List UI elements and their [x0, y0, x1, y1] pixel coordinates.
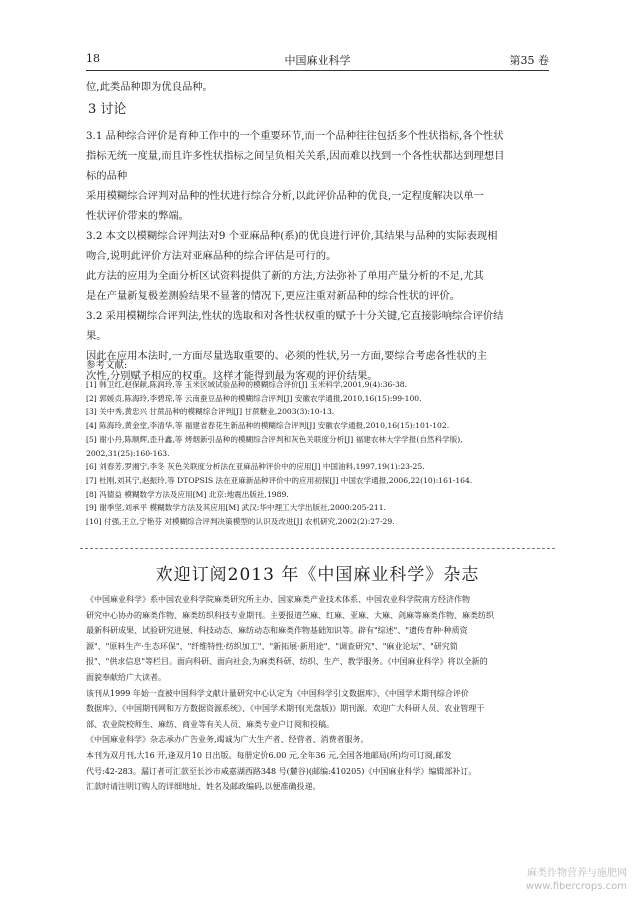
subscription-text [86, 592, 560, 795]
discussion-line: 因此在应用本法时,一方面尽量选取重要的、必须的性状,另一方面,要综合考虑各性状的主 [86, 350, 488, 362]
header-rule [86, 70, 549, 71]
reference-item: [4] 陈海玲,黄金堂,李清华,等 福建省春花生新品种的模糊综合评判[J] 安徽农学通报,2010,16(15):101-102. [86, 421, 450, 431]
reference-item: 2002,31(25):160-163. [86, 448, 170, 458]
discussion-line: 性状评价带来的弊端。 [86, 210, 189, 222]
subscription-line: 面貌奉献给广大读者。 [86, 672, 166, 682]
reference-item: [8] 冯德益 模糊数学方法及应用[M] 北京:地震出版社,1989. [86, 489, 289, 499]
discussion-line: 标的品种 [86, 170, 128, 182]
subscription-line: 部、农业院校师生、麻纺、商业等有关人员、麻类专业户订阅和投稿。 [86, 719, 334, 729]
page-number: 18 [86, 52, 100, 65]
reference-item: [9] 谢季坚,刘承平 模糊数学方法及其应用[M] 武汉:华中理工大学出版社,2000:205-211. [86, 503, 386, 513]
subscription-line: 汇款时请注明订购人的详细地址、姓名及邮政编码,以便准确投递。 [86, 782, 321, 792]
references-title: 参考文献: [86, 360, 128, 371]
subscription-line: 源"、"原料生产·生态环保"、"纤维特性·纺织加工"、"新拓展·新用途"、"调查研究"、"麻业论坛"、"研究简 [86, 641, 458, 651]
subscription-line: 该刊从1999 年始一直被中国科学文献计量研究中心认定为《中国科学引文数据库》、《中国学术期刊综合评价 [86, 688, 469, 698]
reference-item: [3] 关中秀,黄忠兴 甘蔗品种的模糊综合评判[J] 甘蔗糖业,2003(3):10-13. [86, 407, 335, 417]
discussion-line: 指标无统一度量,而且许多性状指标之间呈负相关关系,因而难以找到一个各性状都达到理想目 [86, 150, 505, 162]
watermark [526, 867, 627, 893]
reference-item: [2] 郭媛贞,陈海玲,李碧琼,等 云南蚕豆品种的模糊综合评判[J] 安徽农学通报,2010,16(15):99-100. [86, 393, 422, 403]
discussion-line: 吻合,说明此评价方法对亚麻品种的综合评估是可行的。 [86, 250, 337, 262]
subscription-line: 数据库》、《中国期刊网和万方数据资源系统》、《中国学术期刊(光盘版)》期刊源。欢迎广大科研人员、农业管理干 [86, 704, 485, 714]
subscription-title: 欢迎订阅2013 年《中国麻业科学》杂志 [155, 565, 480, 585]
reference-item: [10] 付强,王立,宁艳芬 对模糊综合评判决策模型的认识及改进[J] 农机研究,2002(2):27-29. [86, 517, 395, 527]
subscription-line: 本刊为双月刊,大16 开,逢双月10 日出版。每册定价6.00 元,全年36 元,全国各地邮局(所)均可订阅,邮发 [86, 750, 452, 760]
journal-title: 中国麻业科学 [284, 54, 351, 67]
discussion-line: 3.2 采用模糊综合评判法,性状的选取和对各性状权重的赋予十分关键,它直接影响综合评价结 [86, 310, 504, 322]
section-divider [80, 548, 555, 549]
reference-item: [5] 谢小丹,陈顺辉,歪升鑫,等 烤烟新引品种的模糊综合评判和灰色关联度分析[J] 福建农林大学学报(自然科学版), [86, 434, 463, 444]
discussion-text [86, 126, 560, 386]
discussion-line: 3.1 品种综合评价是育种工作中的一个重要环节,而一个品种往往包括多个性状指标,各个性状 [86, 130, 504, 142]
discussion-line: 次性,分别赋予相应的权重。这样才能得到最为客观的评价结果。 [86, 370, 378, 382]
reference-item: [1] 韩卫红,赵保献,陈润玲,等 玉米区域试验品种的模糊综合评价[J] 玉米科学,2001,9(4):36-38. [86, 380, 408, 389]
subscription-line: 《中国麻业科学》杂志承办广告业务,竭诚为广大生产者、经营者、消费者服务。 [86, 735, 369, 745]
discussion-line: 此方法的应用为全面分析区试资料提供了新的方法,方法弥补了单用产量分析的不足,尤其 [86, 270, 484, 282]
intro-line: 位,此类品种即为优良品种。 [86, 81, 213, 93]
discussion-line: 是在产量新复极差测验结果不显著的情况下,更应注重对新品种的综合性状的评价。 [86, 290, 460, 302]
reference-item: [7] 杜刚,刘其宁,赵振玲,等 DTOPSIS 法在亚麻新品种评价中的应用初探[J] 中国农学通报,2006,22(10):161-164. [86, 475, 473, 485]
reference-item: [6] 刘春芳,罗湘宁,李冬 灰色关联度分析法在亚麻品种评价中的应用[J] 中国油料,1997,19(1):23-25. [86, 462, 425, 472]
discussion-line: 果。 [86, 330, 107, 342]
watermark-url: www.fibercrops.com [525, 881, 627, 892]
discussion-line: 采用模糊综合评判对品种的性状进行综合分析,以此评价品种的优良,一定程度解决以单一 [86, 190, 484, 202]
section-heading: 3 讨论 [88, 102, 127, 117]
references-list [86, 378, 560, 529]
subscription-line: 《中国麻业科学》系中国农业科学院麻类研究所主办、国家麻类产业技术体系、中国农业科学院南方经济作物 [86, 595, 470, 604]
page-header [86, 50, 549, 70]
subscription-line: 代号:42-283。漏订者可汇款至长沙市咸嘉湖西路348 号(麓谷)(邮编:410205)《中国麻业科学》编辑部补订。 [86, 766, 477, 776]
watermark-name: 麻类作物营养与施肥网 [527, 868, 627, 879]
volume-label: 第35 卷 [509, 54, 549, 67]
discussion-line: 3.2 本文以模糊综合评判法对9 个亚麻品种(系)的优良进行评价,其结果与品种的实际表现相 [86, 230, 498, 242]
subscription-line: 研究中心协办的麻类作物、麻类纺织科技专业期刊。主要报道苎麻、红麻、亚麻、大麻、剑麻等麻类作物、麻类纺织 [86, 610, 494, 620]
subscription-line: 最新科研成果、试验研究进展、科技动态、麻纺动态和麻类作物基础知识等。辟有"综述"、"遗传育种·种质资 [86, 626, 468, 636]
subscription-line: 报"、"供求信息"等栏目。面向科研、面向社会,为麻类科研、纺织、生产、教学服务。《中国麻业科学》将以全新的 [86, 657, 488, 667]
